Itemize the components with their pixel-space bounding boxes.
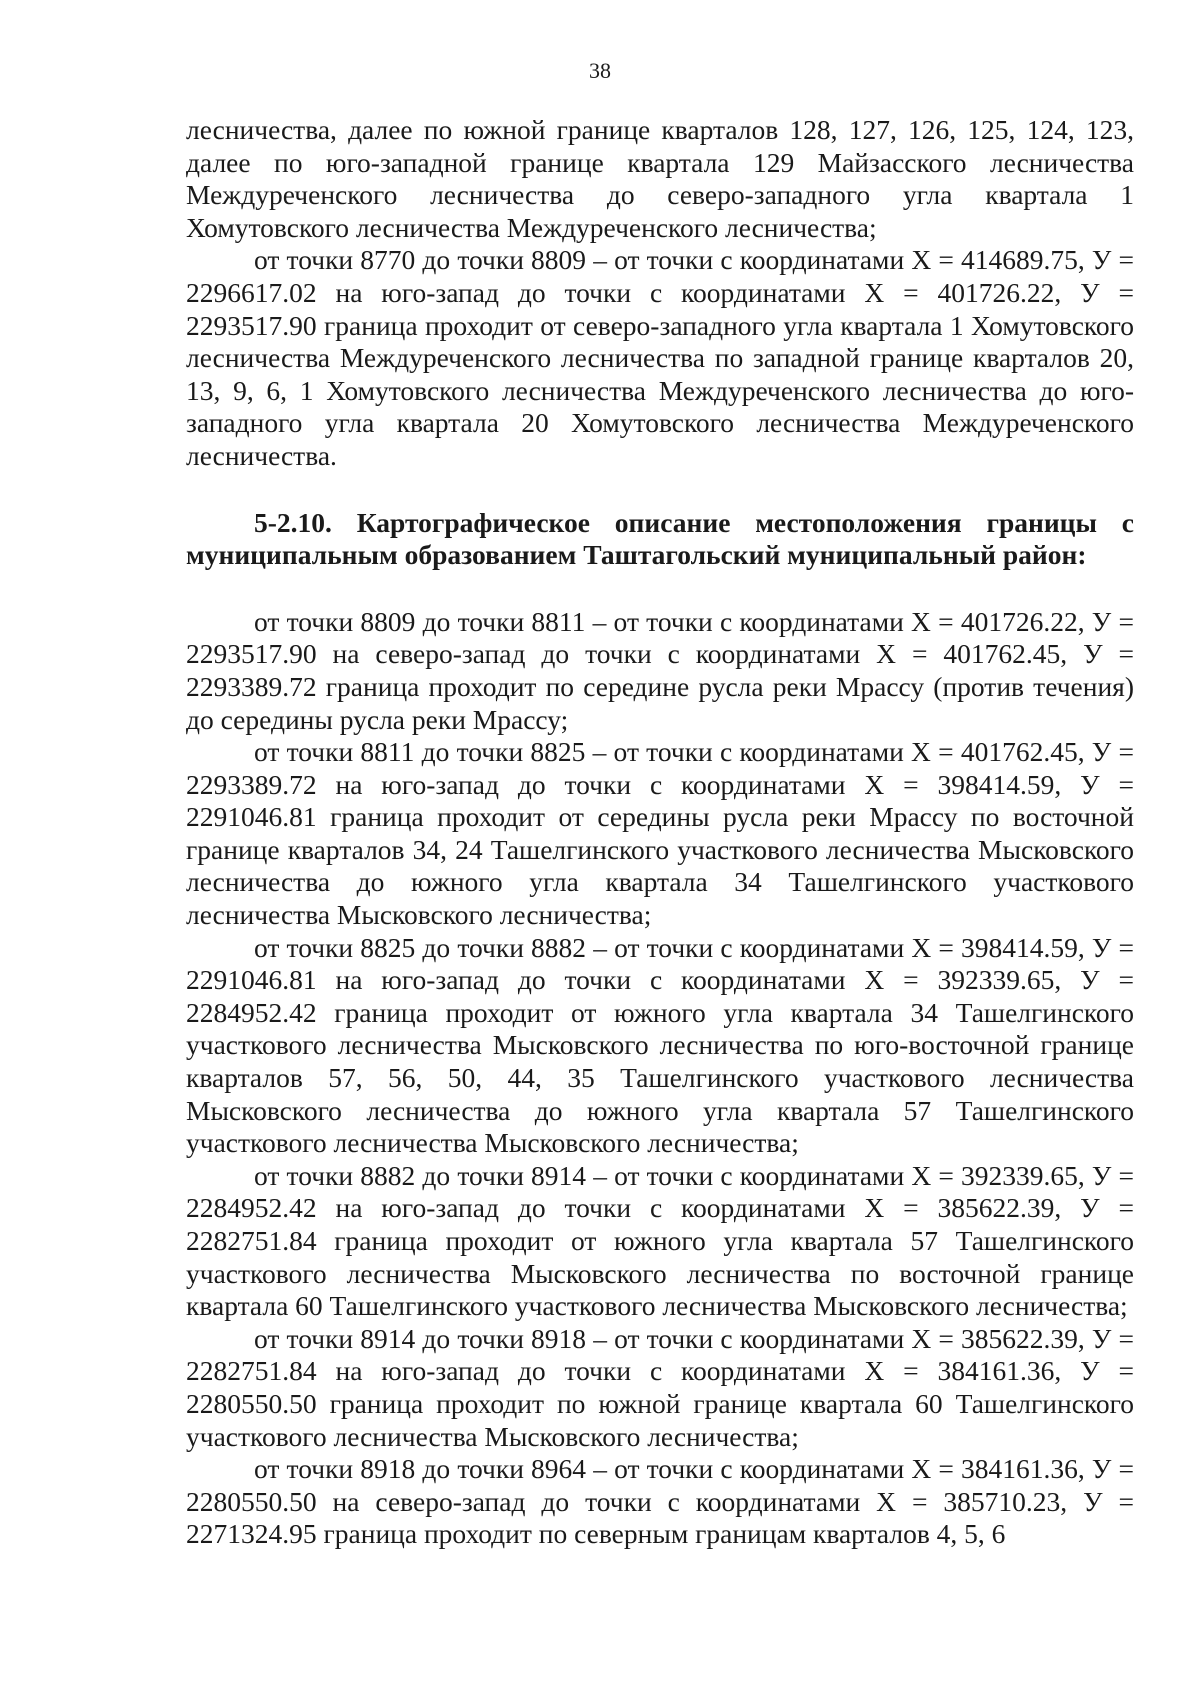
paragraph-segment-8825-8882: от точки 8825 до точки 8882 – от точки с координатами Х = 398414.59, У = 2291046.81 на юго-запад до точки с координатами Х = 392339.65, У = 2284952.42 граница проходит от южного угла квартала 34 Ташелгинского участкового лесничества Мысковского лесничества по юго-восточной границе кварталов 57, 56, 50, 44, 35 Ташелгинского участкового лесничества Мысковского лесничества до южного угла квартала 57 Ташелгинского участкового лесничества Мысковского лесничества;	[186, 931, 1134, 1159]
document-body	[186, 114, 1134, 1551]
paragraph-segment-8809-8811: от точки 8809 до точки 8811 – от точки с координатами Х = 401726.22, У = 2293517.90 на северо-запад до точки с координатами Х = 401762.45, У = 2293389.72 граница проходит по середине русла реки Мрассу (против течения) до середины русла реки Мрассу;	[186, 605, 1134, 735]
section-heading: 5-2.10. Картографическое описание местоположения границы с муниципальным образованием Таштагольский муниципальный район:	[186, 506, 1134, 571]
spacer	[186, 572, 1134, 606]
paragraph-segment-8914-8918: от точки 8914 до точки 8918 – от точки с координатами Х = 385622.39, У = 2282751.84 на юго-запад до точки с координатами Х = 384161.36, У = 2280550.50 граница проходит по южной границе квартала 60 Ташелгинского участкового лесничества Мысковского лесничества;	[186, 1322, 1134, 1452]
paragraph-segment-8770-8809: от точки 8770 до точки 8809 – от точки с координатами Х = 414689.75, У = 2296617.02 на юго-запад до точки с координатами Х = 401726.22, У = 2293517.90 граница проходит от северо-западного угла квартала 1 Хомутовского лесничества Междуреченского лесничества по западной границе кварталов 20, 13, 9, 6, 1 Хомутовского лесничества Междуреченского лесничества до юго-западного угла квартала 20 Хомутовского лесничества Междуреченского лесничества.	[186, 244, 1134, 471]
page-number: 38	[589, 58, 611, 83]
spacer	[186, 473, 1134, 507]
paragraph-segment-8811-8825: от точки 8811 до точки 8825 – от точки с координатами Х = 401762.45, У = 2293389.72 на юго-запад до точки с координатами Х = 398414.59, У = 2291046.81 граница проходит от середины русла реки Мрассу по восточной границе кварталов 34, 24 Ташелгинского участкового лесничества Мысковского лесничества до южного угла квартала 34 Ташелгинского участкового лесничества Мысковского лесничества;	[186, 736, 1134, 931]
paragraph-segment-8918-8964: от точки 8918 до точки 8964 – от точки с координатами Х = 384161.36, У = 2280550.50 на северо-запад до точки с координатами Х = 385710.23, У = 2271324.95 граница проходит по северным границам кварталов 4, 5, 6	[186, 1453, 1134, 1550]
paragraph-continuation: лесничества, далее по южной границе кварталов 128, 127, 126, 125, 124, 123, далее по юго-западной границе квартала 129 Майзасского лесничества Междуреченского лесничества до северо-западного угла квартала 1 Хомутовского лесничества Междуреченского лесничества;	[186, 114, 1134, 243]
paragraph-segment-8882-8914: от точки 8882 до точки 8914 – от точки с координатами Х = 392339.65, У = 2284952.42 на юго-запад до точки с координатами Х = 385622.39, У = 2282751.84 граница проходит от южного угла квартала 57 Ташелгинского участкового лесничества Мысковского лесничества по восточной границе квартала 60 Ташелгинского участкового лесничества Мысковского лесничества;	[186, 1159, 1134, 1322]
